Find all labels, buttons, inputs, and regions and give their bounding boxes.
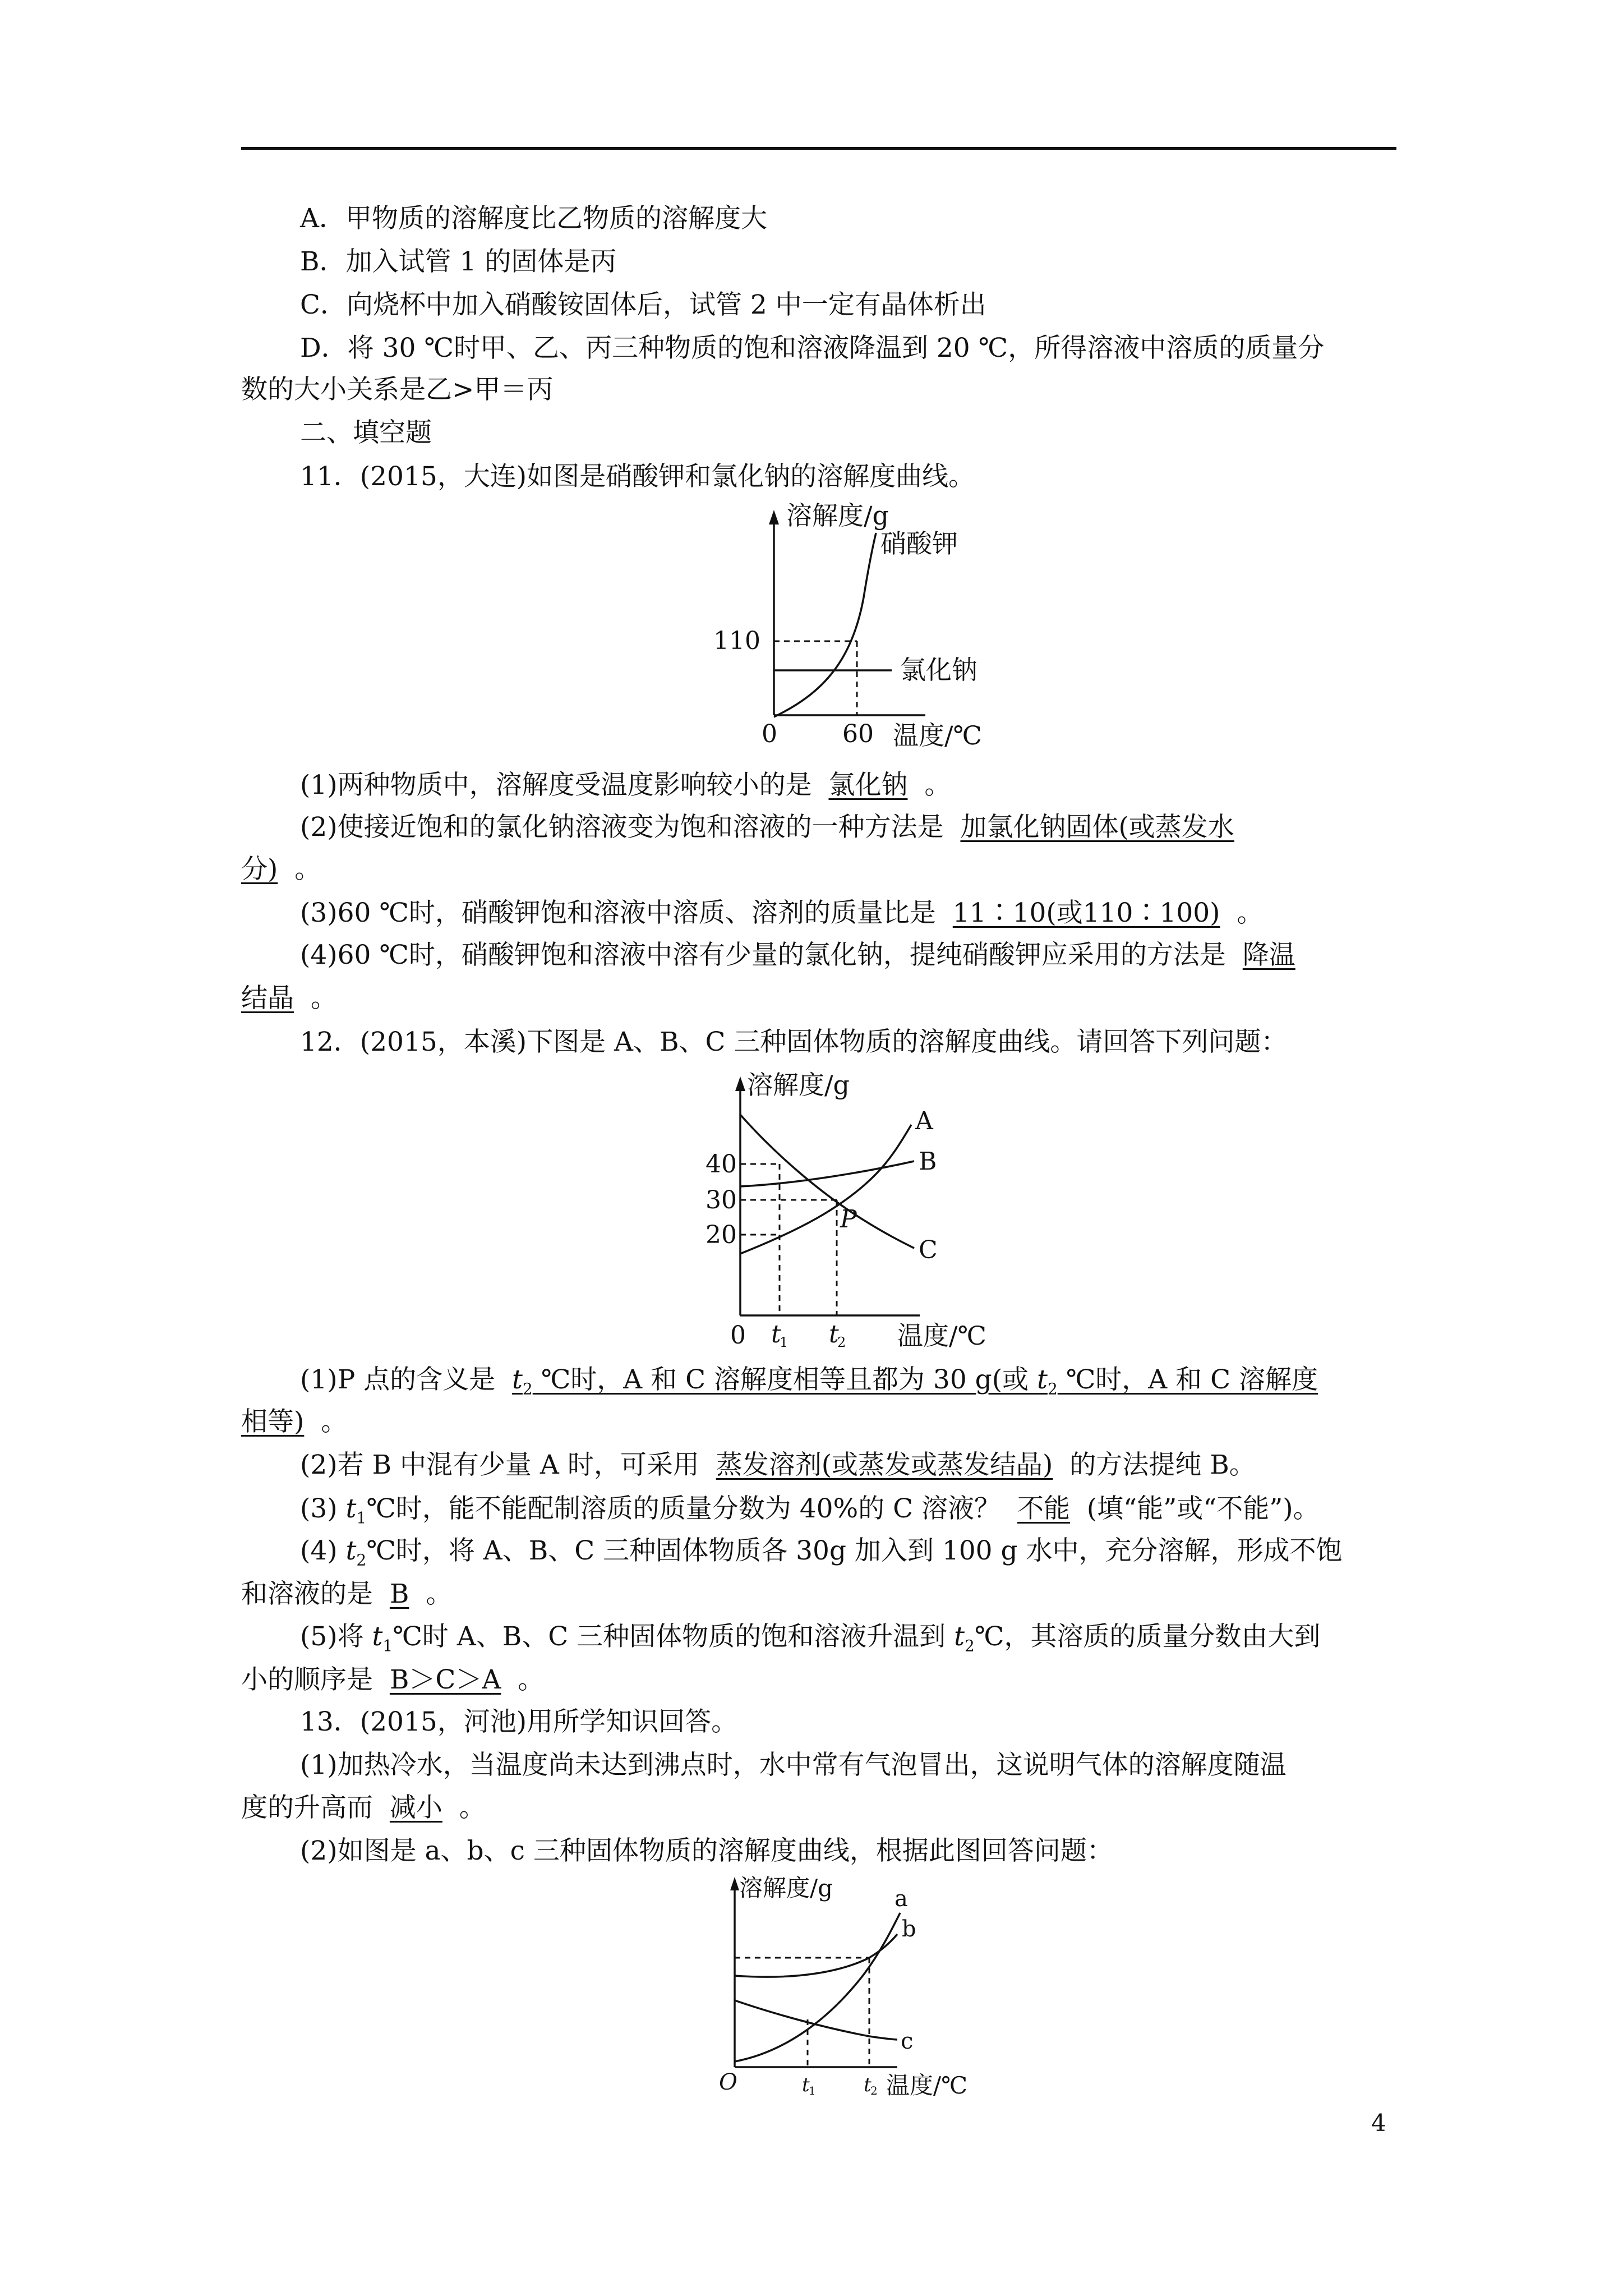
q13-curve-a-label: a xyxy=(895,1886,908,1912)
q12-solubility-chart xyxy=(695,1069,1043,1349)
q13-ylabel: 溶解度/g xyxy=(739,1874,833,1902)
q13-curve-b-label: b xyxy=(902,1916,916,1942)
q12-stem: 12．(2015，本溪)下图是 A、B、C 三种固体物质的溶解度曲线。请回答下列问题： xyxy=(300,1027,1288,1057)
q12-part3: (3) $t_1℃$时，能不能配制溶质的质量分数为 40%的 C 溶液？ 不能 (填“能”或“不能”)。 xyxy=(300,1493,1320,1527)
q11-xlabel: 温度/℃ xyxy=(893,720,982,749)
q11-part4-cont: 结晶 。 xyxy=(241,983,337,1014)
answer: 相等) xyxy=(241,1406,305,1437)
q13-solubility-chart xyxy=(712,1874,1004,2098)
q13-curve-c-label: c xyxy=(901,2028,914,2054)
q11-part2-cont: 分) 。 xyxy=(241,854,321,885)
q13-xlabel: 温度/℃ xyxy=(886,2072,968,2098)
q11-solubility-chart xyxy=(712,502,1032,749)
q12-curve-b-label: B xyxy=(919,1147,937,1176)
q11-part1: (1)两种物质中，溶解度受温度影响较小的是 氯化钠 。 xyxy=(300,770,951,800)
answer: 降温 xyxy=(1242,940,1295,970)
q10-option-b: B．加入试管 1 的固体是丙 xyxy=(300,246,617,277)
q12-part5: (5)将 $t_1℃$时 A、B、C 三种固体物质的饱和溶液升温到 $t_2℃$，其溶质的质量分数由大到 xyxy=(300,1621,1321,1655)
answer: 不能 xyxy=(1017,1493,1070,1524)
answer: 蒸发溶剂(或蒸发或蒸发结晶) xyxy=(716,1450,1053,1480)
q12-x-tick-t1-sub: 1 xyxy=(780,1335,789,1349)
q11-y-tick: 110 xyxy=(713,627,760,655)
q13-origin: O xyxy=(719,2069,737,2095)
q10-option-d-cont: 数的大小关系是乙>甲＝丙 xyxy=(241,374,554,405)
q12-point-p-label: P xyxy=(840,1205,857,1234)
q10-option-c: C．向烧杯中加入硝酸铵固体后，试管 2 中一定有晶体析出 xyxy=(300,289,986,320)
section-title: 二、填空题 xyxy=(300,417,432,448)
q13-part2: (2)如图是 a、b、c 三种固体物质的溶解度曲线，根据此图回答问题： xyxy=(300,1835,1113,1866)
q11-curve-kno3-label: 硝酸钾 xyxy=(880,528,958,559)
q13-x-tick-t1: t xyxy=(802,2074,810,2096)
q10-option-d: D．将 30 ℃时甲、乙、丙三种物质的饱和溶液降温到 20 ℃，所得溶液中溶质的质量分 xyxy=(300,333,1325,364)
answer: 分) xyxy=(241,854,278,885)
q13-stem: 13．(2015，河池)用所学知识回答。 xyxy=(300,1706,738,1737)
q12-part4-cont: 和溶液的是 B 。 xyxy=(241,1579,453,1609)
q11-origin: 0 xyxy=(762,720,777,748)
q12-curve-c-label: C xyxy=(919,1236,938,1264)
answer: 加氯化钠固体(或蒸发水 xyxy=(960,812,1234,843)
q12-x-tick-t2-sub: 2 xyxy=(837,1335,846,1349)
q12-part4: (4) $t_2℃$时，将 A、B、C 三种固体物质各 30g 加入到 100 g 水中，充分溶解，形成不饱 xyxy=(300,1535,1343,1570)
q11-x-tick: 60 xyxy=(842,720,874,748)
q12-origin: 0 xyxy=(730,1321,746,1349)
q12-part2: (2)若 B 中混有少量 A 时，可采用 蒸发溶剂(或蒸发或蒸发结晶) 的方法提纯 B。 xyxy=(300,1450,1256,1480)
q13-x-tick-t2: t xyxy=(864,2074,872,2096)
q11-ylabel: 溶解度/g xyxy=(786,502,889,531)
q11-curve-nacl-label: 氯化钠 xyxy=(900,655,978,685)
q12-y-tick-20: 20 xyxy=(706,1221,737,1249)
q12-part5-cont: 小的顺序是 B＞C＞A 。 xyxy=(241,1664,545,1695)
q13-x-tick-t2-sub: 2 xyxy=(870,2084,878,2097)
q13-part1-cont: 度的升高而 减小 。 xyxy=(241,1792,486,1823)
q12-x-tick-t2: t xyxy=(829,1320,839,1349)
answer: 氯化钠 xyxy=(828,770,908,800)
answer: $t_2$ ℃时，A 和 C 溶解度相等且都为 30 g(或 $t_2$ ℃时，A 和 C 溶解度 xyxy=(512,1364,1318,1398)
q11-stem: 11．(2015，大连)如图是硝酸钾和氯化钠的溶解度曲线。 xyxy=(300,461,975,492)
answer: B＞C＞A xyxy=(389,1664,501,1695)
q12-xlabel: 温度/℃ xyxy=(897,1320,986,1349)
q13-x-tick-t1-sub: 1 xyxy=(809,2084,816,2097)
q12-y-tick-30: 30 xyxy=(706,1186,737,1214)
answer: B xyxy=(389,1579,409,1609)
q11-part4: (4)60 ℃时，硝酸钾饱和溶液中溶有少量的氯化钠，提纯硝酸钾应采用的方法是 降温 xyxy=(300,940,1295,970)
q12-x-tick-t1: t xyxy=(771,1320,781,1349)
page-number: 4 xyxy=(1371,2109,1386,2137)
q11-part3: (3)60 ℃时，硝酸钾饱和溶液中溶质、溶剂的质量比是 11∶10(或110∶100) 。 xyxy=(300,898,1264,928)
answer: 11∶10(或110∶100) xyxy=(952,898,1220,928)
q11-part2: (2)使接近饱和的氯化钠溶液变为饱和溶液的一种方法是 加氯化钠固体(或蒸发水 xyxy=(300,812,1234,843)
q12-part1-cont: 相等) 。 xyxy=(241,1406,348,1437)
answer: 减小 xyxy=(389,1792,442,1823)
q12-curve-a-label: A xyxy=(915,1107,933,1135)
q10-option-a: A．甲物质的溶解度比乙物质的溶解度大 xyxy=(300,203,767,234)
q12-ylabel: 溶解度/g xyxy=(747,1070,850,1100)
q12-y-tick-40: 40 xyxy=(706,1150,737,1179)
header-rule xyxy=(241,147,1396,150)
q12-part1: (1)P 点的含义是 $t_2$ ℃时，A 和 C 溶解度相等且都为 30 g(或 $t_2$ ℃时，A 和 C 溶解度 xyxy=(300,1364,1318,1398)
q13-part1: (1)加热冷水，当温度尚未达到沸点时，水中常有气泡冒出，这说明气体的溶解度随温 xyxy=(300,1750,1287,1780)
answer: 结晶 xyxy=(241,983,294,1014)
